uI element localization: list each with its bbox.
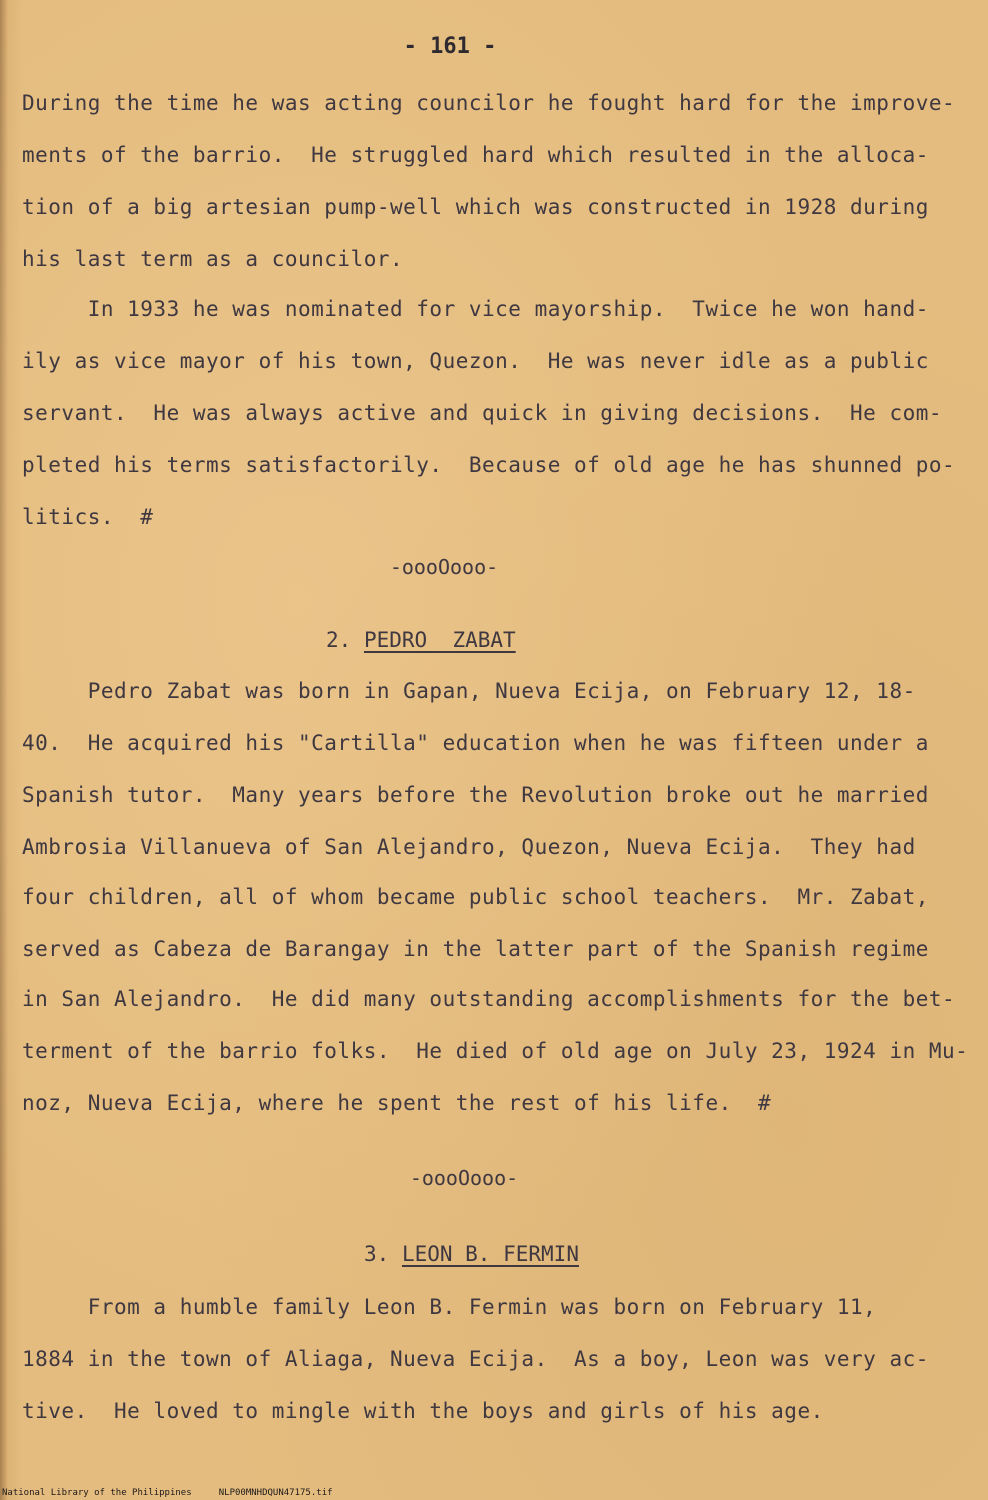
paragraph-line: 1884 in the town of Aliaga, Nueva Ecija. As a boy, Leon was very ac- [22, 1347, 929, 1371]
section-heading [364, 1242, 579, 1266]
paragraph-line: tion of a big artesian pump-well which was constructed in 1928 during [22, 195, 929, 219]
paragraph-line: Ambrosia Villanueva of San Alejandro, Quezon, Nueva Ecija. They had [22, 835, 916, 859]
paragraph-line: servant. He was always active and quick in giving decisions. He com- [22, 401, 943, 425]
scan-footer: National Library of the Philippines NLP00MNHDQUN47175.tif [2, 1488, 333, 1498]
paragraph-line: served as Cabeza de Barangay in the latter part of the Spanish regime [22, 937, 929, 961]
paragraph-line: tive. He loved to mingle with the boys and girls of his age. [22, 1399, 824, 1423]
paragraph-line: in San Alejandro. He did many outstanding accomplishments for the bet- [22, 987, 956, 1011]
paragraph-line: During the time he was acting councilor he fought hard for the improve- [22, 91, 956, 115]
paragraph-line: Spanish tutor. Many years before the Revolution broke out he married [22, 783, 929, 807]
section-number: 2. [326, 628, 352, 652]
page-number: - 161 - [403, 34, 497, 59]
section-number: 3. [364, 1242, 390, 1266]
paragraph-line: his last term as a councilor. [22, 247, 404, 271]
section-title: PEDRO ZABAT [363, 628, 516, 652]
paragraph-line: Pedro Zabat was born in Gapan, Nueva Ecija, on February 12, 18- [22, 679, 916, 703]
section-heading [326, 628, 516, 652]
paragraph-line: four children, all of whom became public school teachers. Mr. Zabat, [22, 885, 929, 909]
paragraph-line: ily as vice mayor of his town, Quezon. He was never idle as a public [22, 349, 929, 373]
section-divider: -oooOooo- [389, 555, 499, 579]
paragraph-line: litics. # [22, 505, 154, 529]
paragraph-line: terment of the barrio folks. He died of old age on July 23, 1924 in Mu- [22, 1039, 969, 1063]
paragraph-line: 40. He acquired his "Cartilla" education when he was fifteen under a [22, 731, 929, 755]
paragraph-line: From a humble family Leon B. Fermin was born on February 11, [22, 1295, 877, 1319]
section-title: LEON B. FERMIN [401, 1242, 579, 1266]
section-divider: -oooOooo- [409, 1166, 519, 1190]
paragraph-line: In 1933 he was nominated for vice mayorship. Twice he won hand- [22, 297, 929, 321]
paragraph-line: noz, Nueva Ecija, where he spent the rest of his life. # [22, 1091, 772, 1115]
paragraph-line: ments of the barrio. He struggled hard which resulted in the alloca- [22, 143, 929, 167]
paragraph-line: pleted his terms satisfactorily. Because of old age he has shunned po- [22, 453, 956, 477]
